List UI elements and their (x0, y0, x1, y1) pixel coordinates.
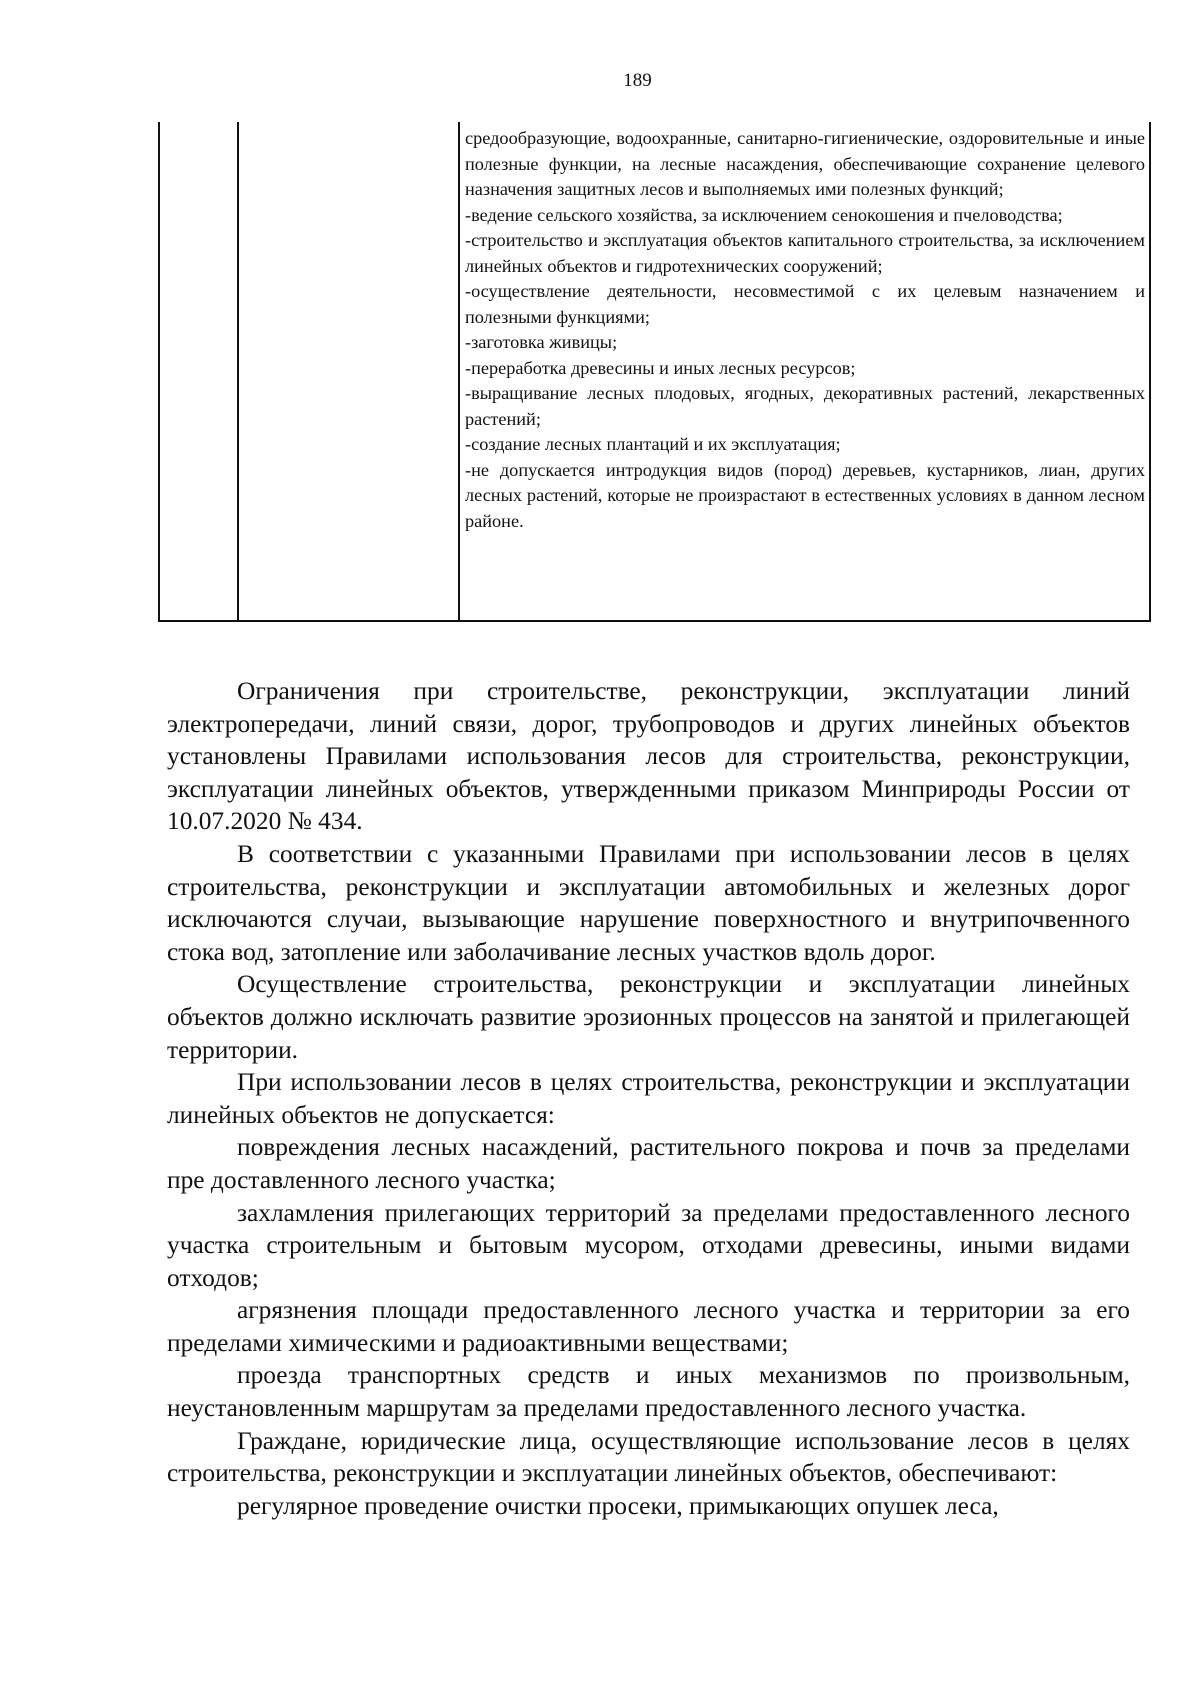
paragraph: В соответствии с указанными Правилами при использовании лесов в целях строительства, реконструкции и эксплуатации автомобильных и железных дорог исключаются случаи, вызывающие нарушение поверхностного и внутрипочвенного стока вод, затопление или заболачивание лесных участков вдоль дорог. (167, 839, 1130, 966)
table-cell-item: -выращивание лесных плодовых, ягодных, декоративных растений, лекарственных растений; (465, 383, 1145, 429)
table-border-right (1149, 122, 1151, 620)
paragraph: захламления прилегающих территорий за пределами предоставленного лесного участка строительным и бытовым мусором, отходами древесины, иными видами отходов; (167, 1198, 1130, 1292)
table-cell-item: -строительство и эксплуатация объектов капитального строительства, за исключением линейных объектов и гидротехнических сооружений; (465, 230, 1145, 276)
table-column-divider-2 (458, 122, 460, 620)
restrictions-table (158, 122, 1151, 622)
paragraph: Граждане, юридические лица, осуществляющие использование лесов в целях строительства, реконструкции и эксплуатации линейных объектов, обеспечивают: (167, 1426, 1130, 1488)
table-cell-item: -ведение сельского хозяйства, за исключением сенокошения и пчеловодства; (465, 204, 1063, 225)
document-body (167, 675, 1130, 1522)
paragraph: регулярное проведение очистки просеки, примыкающих опушек леса, (237, 1491, 999, 1520)
table-cell-item: -создание лесных плантаций и их эксплуатация; (465, 434, 841, 454)
table-cell-restrictions (465, 126, 1145, 534)
table-cell-item: -не допускается интродукция видов (пород) деревьев, кустарников, лиан, других лесных растений, которые не произрастают в естественных условиях в данном лесном районе. (465, 459, 1145, 531)
paragraph: Ограничения при строительстве, реконструкции, эксплуатации линий электропередачи, линий связи, дорог, трубопроводов и других линейных объектов установлены Правилами использования лесов для строительства, реконструкции, эксплуатации линейных объектов, утвержденными приказом Минприроды России от 10.07.2020 № 434. (167, 677, 1130, 836)
paragraph: Осуществление строительства, реконструкции и эксплуатации линейных объектов должно исключать развитие эрозионных процессов на занятой и прилегающей территории. (167, 970, 1130, 1064)
paragraph: агрязнения площади предоставленного лесного участка и территории за его пределами химическими и радиоактивными веществами; (167, 1296, 1130, 1357)
table-cell-item: -переработка древесины и иных лесных ресурсов; (465, 357, 856, 378)
paragraph: проезда транспортных средств и иных механизмов по произвольным, неустановленным маршрутам за пределами предоставленного лесного участка. (167, 1361, 1130, 1423)
paragraph: При использовании лесов в целях строительства, реконструкции и эксплуатации линейных объектов не допускается: (167, 1068, 1130, 1129)
table-cell-item: -осуществление деятельности, несовместимой с их целевым назначением и полезными функциями; (465, 281, 1145, 327)
paragraph: повреждения лесных насаждений, растительного покрова и почв за пределами пре доставленного лесного участка; (167, 1133, 1130, 1194)
table-cell-item: -заготовка живицы; (465, 332, 618, 352)
table-cell-item: средообразующие, водоохранные, санитарно-гигиенические, оздоровительные и иные полезные функции, на лесные насаждения, обеспечивающие сохранение целевого назначения защитных лесов и выполняемых ими полезных функций; (465, 128, 1145, 199)
table-column-divider-1 (237, 122, 239, 620)
page-number: 189 (623, 70, 652, 91)
table-border-left (158, 122, 160, 620)
